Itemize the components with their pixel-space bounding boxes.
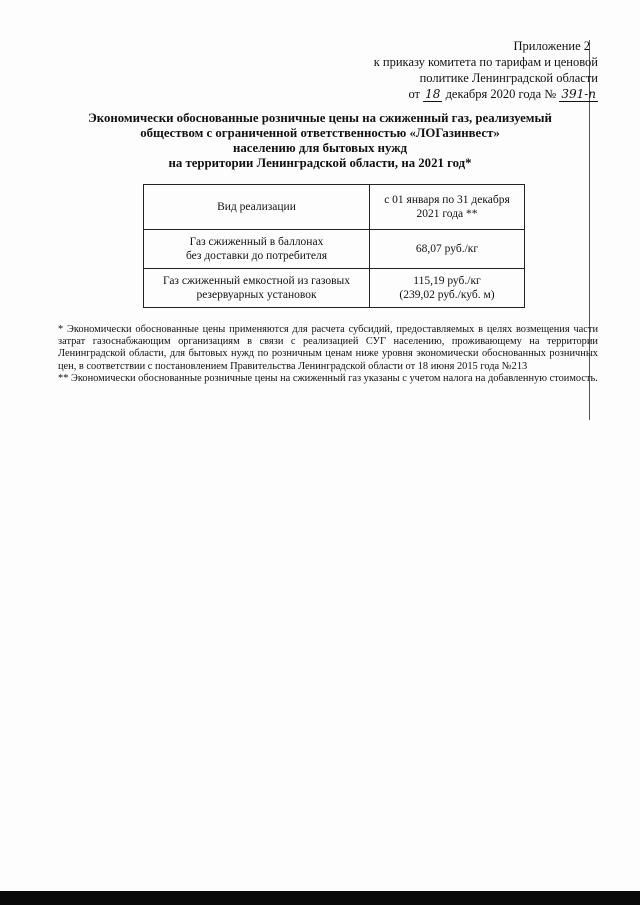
order-middle: декабря 2020 года № xyxy=(445,87,557,101)
document-title xyxy=(80,111,560,171)
footnote-2: ** Экономически обоснованные розничные цены на сжиженный газ указаны с учетом налога на добавленную стоимость. xyxy=(58,372,598,384)
sale-type-line: без доставки до потребителя xyxy=(185,250,328,262)
sale-type-line: резервуарных установок xyxy=(196,289,317,301)
title-line-3: населению для бытовых нужд xyxy=(232,141,408,155)
sale-type-line: Газ сжиженный емкостной из газовых xyxy=(162,275,351,287)
scan-bottom-edge xyxy=(0,891,640,905)
price-cell xyxy=(370,230,525,269)
price-table xyxy=(143,184,525,308)
sale-type-line: Газ сжиженный в баллонах xyxy=(189,236,324,248)
footnotes xyxy=(58,324,598,385)
table-row xyxy=(144,230,525,269)
price-cell xyxy=(370,269,525,308)
table-header-row xyxy=(144,185,525,230)
title-line-1: Экономически обоснованные розничные цены на сжиженный газ, реализуемый xyxy=(88,111,552,125)
header-period: с 01 января по 31 декабря 2021 года ** xyxy=(370,185,525,230)
price-value: 68,07 руб./кг xyxy=(415,243,479,255)
footnote-1: * Экономически обоснованные цены применяются для расчета субсидий, предоставляемых в целях возмещения части затрат газоснабжающим организациям в связи с реализацией СУГ населению, проживающему на территории Ленинградской области, для бытовых нужд по розничным ценам ниже уровня экономически обоснованных розничных цен, в соответствии с постановлением Правительства Ленинградской области от 18 июня 2015 года №213 xyxy=(58,324,598,372)
price-value: 115,19 руб./кг xyxy=(413,275,481,287)
order-prefix: от xyxy=(408,87,421,101)
price-value-alt: (239,02 руб./куб. м) xyxy=(399,289,495,301)
title-line-2: обществом с ограниченной ответственностью «ЛОГазинвест» xyxy=(140,126,500,140)
appendix-authority: политике Ленинградской области xyxy=(419,71,598,85)
table-row xyxy=(144,269,525,308)
title-line-4: на территории Ленинградской области, на 2021 год* xyxy=(168,156,472,170)
sale-type-cell xyxy=(144,269,370,308)
order-number-handwritten: 391-п xyxy=(561,87,596,101)
order-day-handwritten: 18 xyxy=(425,87,441,101)
appendix-header xyxy=(318,38,598,102)
appendix-order-ref: к приказу комитета по тарифам и ценовой xyxy=(373,55,598,69)
header-sale-type: Вид реализации xyxy=(144,185,370,230)
sale-type-cell xyxy=(144,230,370,269)
appendix-number: Приложение 2 xyxy=(513,39,590,53)
order-date-line xyxy=(318,86,598,102)
